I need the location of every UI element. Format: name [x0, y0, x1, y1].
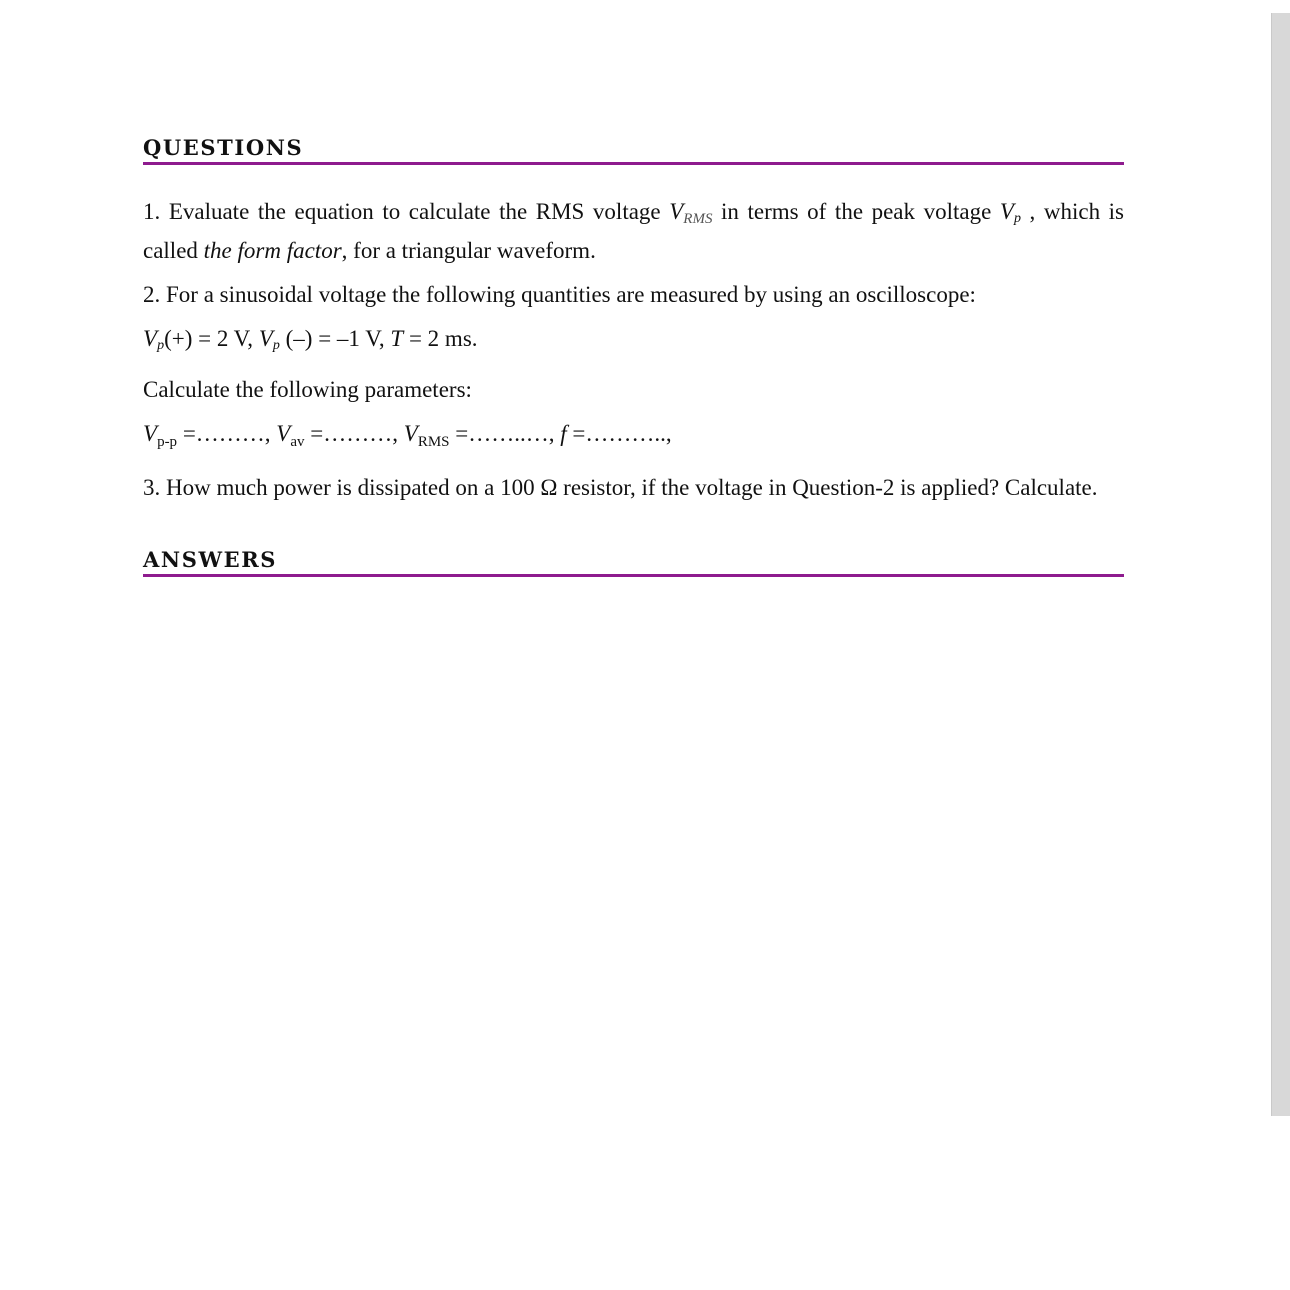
v-peak-symbol: Vp	[999, 199, 1021, 226]
form-factor-term: the form factor	[203, 238, 342, 263]
q1-text-cont: , which is called	[143, 199, 1124, 263]
question-2-given-values: Vp(+) = 2 V, Vp (–) = –1 V, T = 2 ms.	[143, 326, 478, 353]
question-1	[143, 196, 1124, 266]
q1-text-start: 1. Evaluate the equation to calculate the RMS voltage	[143, 199, 670, 224]
q1-text-mid: in terms of the peak voltage	[712, 199, 1000, 224]
v-rms-symbol: VRMS	[669, 199, 713, 227]
question-3: 3. How much power is dissipated on a 100 Ω resistor, if the voltage in Question-2 is applied? Calculate.	[143, 475, 1098, 500]
question-2: 2. For a sinusoidal voltage the following quantities are measured by using an oscilloscope:	[143, 282, 976, 307]
worksheet-content	[143, 135, 1124, 577]
questions-heading: QUESTIONS	[143, 135, 1124, 165]
q1-text-end: , for a triangular waveform.	[341, 238, 596, 263]
answers-heading: ANSWERS	[143, 547, 1124, 577]
vertical-scrollbar[interactable]	[1271, 13, 1290, 1116]
parameters-to-calculate: $V_{p-p}$ =………, $V_{av}$ =………, $V_{RMS}$ =……..…, f =………..,	[143, 421, 672, 450]
calculate-parameters-label: Calculate the following parameters:	[143, 377, 472, 402]
